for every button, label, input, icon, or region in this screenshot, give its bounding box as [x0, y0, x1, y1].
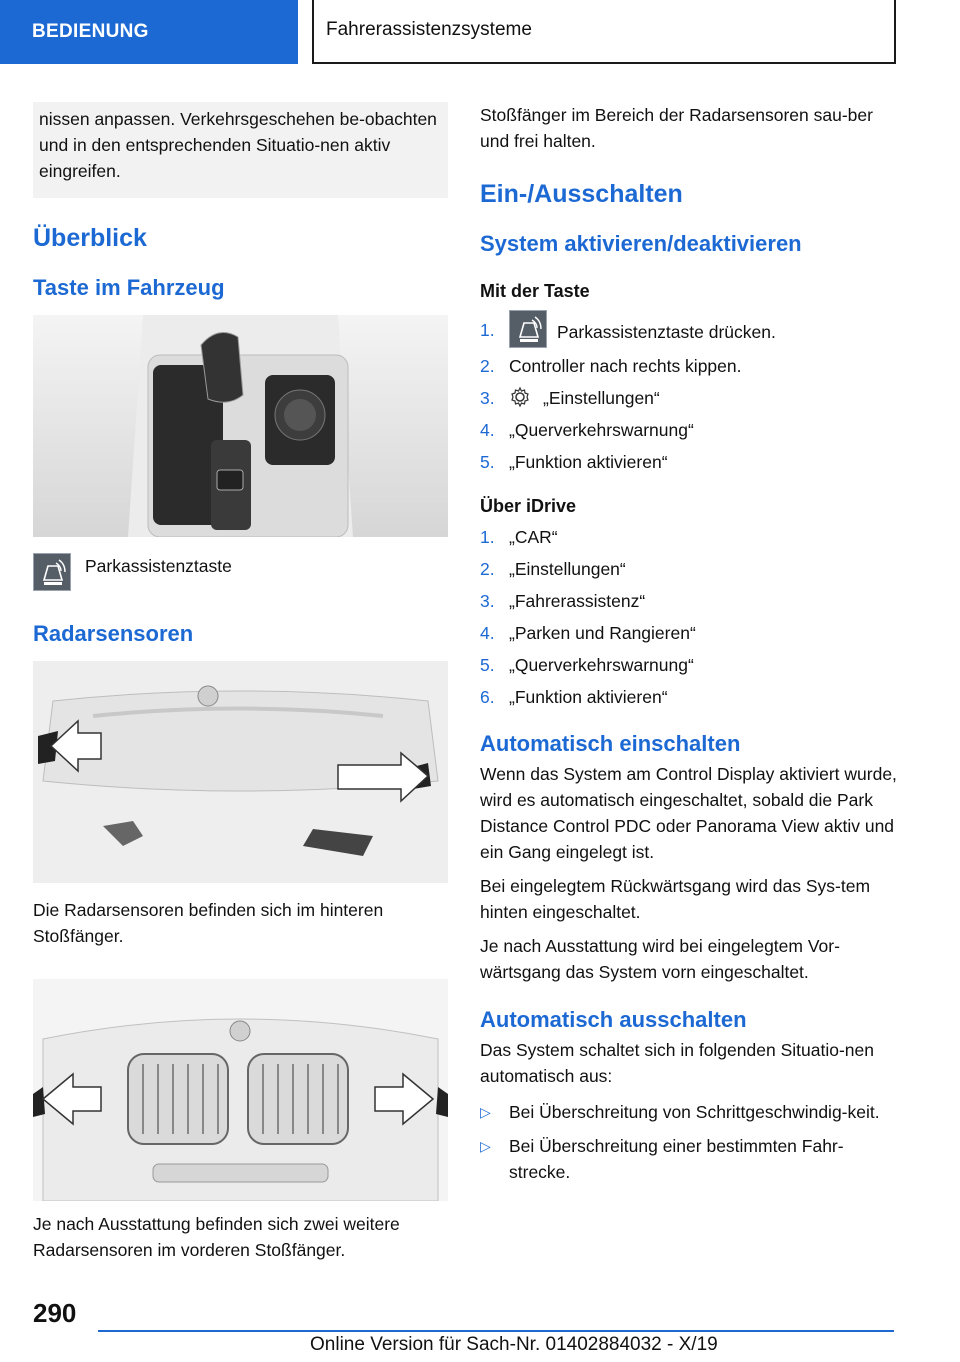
front-bumper-image [33, 979, 448, 1201]
button-caption [33, 553, 448, 595]
list-item [480, 414, 900, 446]
step-number: 3. [480, 591, 495, 611]
list-item [480, 446, 900, 478]
note-box [33, 102, 448, 198]
step-number: 4. [480, 420, 495, 440]
step-number: 2. [480, 356, 495, 376]
list-item [480, 382, 900, 414]
step-text: „Funktion aktivieren“ [509, 687, 668, 707]
bullet-text: Bei Überschreitung einer bestimmten Fahr-strecke. [509, 1136, 844, 1182]
step-text: „Querverkehrswarnung“ [509, 420, 694, 440]
step-text: „Einstellungen“ [543, 388, 660, 408]
step-number: 6. [480, 687, 495, 707]
list-item [480, 649, 900, 681]
park-assist-icon [33, 553, 71, 591]
rear-bumper-illustration [33, 661, 448, 883]
step-number: 5. [480, 655, 495, 675]
step-text: „Einstellungen“ [509, 559, 626, 579]
bullet-text: Bei Überschreitung von Schrittgeschwindig-keit. [509, 1102, 880, 1122]
triangle-bullet-icon: ▷ [480, 1104, 491, 1120]
step-number: 2. [480, 559, 495, 579]
list-item [480, 521, 900, 553]
note-text: nissen anpassen. Verkehrsgeschehen be-obachten und in den entsprechenden Situatio-nen aktiv eingreifen. [39, 109, 437, 181]
auto-on-text-1: Wenn das System am Control Display aktiviert wurde, wird es automatisch eingeschaltet, sobald die Park Distance Control PDC oder Panorama View aktiv und ein Gang eingelegt ist. [480, 764, 897, 862]
button-steps [480, 310, 900, 478]
front-bumper-illustration [33, 979, 448, 1201]
gear-icon [509, 386, 531, 408]
rear-bumper-image [33, 661, 448, 883]
heading-idrive: Über iDrive [480, 496, 577, 516]
chapter-title: Fahrerassistenzsysteme [312, 0, 896, 64]
radar-text: Die Radarsensoren befinden sich im hinteren Stoßfänger. [33, 900, 384, 946]
heading-on-off: Ein-/Ausschalten [480, 180, 683, 208]
list-item [480, 1099, 900, 1125]
step-number: 4. [480, 623, 495, 643]
left-column [33, 102, 448, 1263]
step-text: „Parken und Rangieren“ [509, 623, 696, 643]
list-item [480, 1133, 900, 1185]
heading-auto-on: Automatisch einschalten [480, 731, 741, 756]
section-tab: BEDIENUNG [0, 0, 298, 64]
step-text: „CAR“ [509, 527, 558, 547]
step-number: 1. [480, 527, 495, 547]
button-caption-text: Parkassistenztaste [85, 556, 232, 576]
console-image [33, 315, 448, 537]
list-item [480, 585, 900, 617]
intro-text: Stoßfänger im Bereich der Radarsensoren sau-ber und frei halten. [480, 105, 873, 151]
front-text: Je nach Ausstattung befinden sich zwei weitere Radarsensoren im vorderen Stoßfänger. [33, 1214, 400, 1260]
park-assist-icon [509, 310, 547, 348]
footer-divider [98, 1330, 894, 1332]
auto-on-text-2: Bei eingelegtem Rückwärtsgang wird das Sys-tem hinten eingeschaltet. [480, 876, 871, 922]
heading-radar-sensors: Radarsensoren [33, 621, 194, 646]
heading-activate: System aktivieren/deaktivieren [480, 231, 802, 256]
step-number: 5. [480, 452, 495, 472]
idrive-steps [480, 521, 900, 713]
list-item [480, 617, 900, 649]
step-text: „Funktion aktivieren“ [509, 452, 668, 472]
heading-with-button: Mit der Taste [480, 281, 590, 301]
list-item [480, 553, 900, 585]
step-text: Controller nach rechts kippen. [509, 356, 742, 376]
console-illustration [33, 315, 448, 537]
list-item [480, 310, 900, 350]
auto-on-text-3: Je nach Ausstattung wird bei eingelegtem Vor-wärtsgang das System vorn eingeschaltet. [480, 936, 840, 982]
heading-overview: Überblick [33, 224, 147, 252]
step-text: „Querverkehrswarnung“ [509, 655, 694, 675]
list-item [480, 350, 900, 382]
triangle-bullet-icon: ▷ [480, 1138, 491, 1154]
right-column [480, 102, 900, 1193]
step-text: „Fahrerassistenz“ [509, 591, 646, 611]
step-number: 1. [480, 320, 495, 340]
auto-off-intro: Das System schaltet sich in folgenden Situatio-nen automatisch aus: [480, 1040, 874, 1086]
page-number: 290 [33, 1298, 77, 1328]
auto-off-list [480, 1099, 900, 1185]
heading-auto-off: Automatisch ausschalten [480, 1007, 747, 1032]
step-text: Parkassistenztaste drücken. [557, 322, 776, 342]
step-number: 3. [480, 388, 495, 408]
heading-button-in-vehicle: Taste im Fahrzeug [33, 275, 225, 300]
list-item [480, 681, 900, 713]
footer-text: Online Version für Sach-Nr. 01402884032 - X/19 [310, 1334, 718, 1355]
